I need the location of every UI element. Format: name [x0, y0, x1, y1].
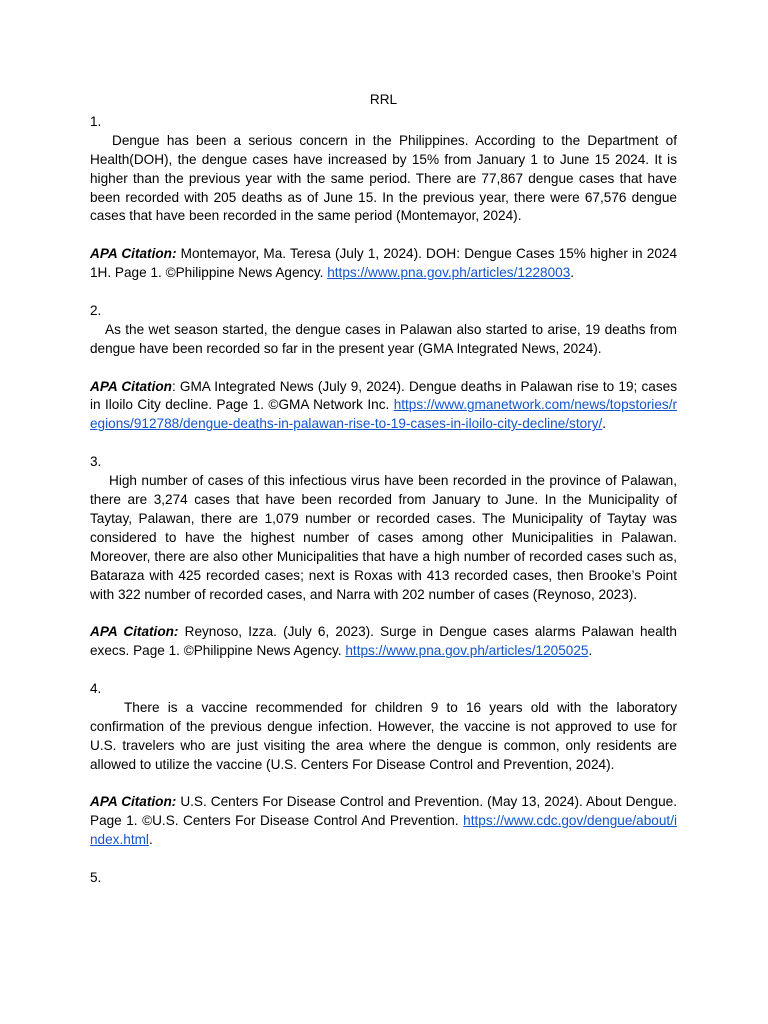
- entry-3: [90, 453, 677, 661]
- citation-link[interactable]: https://www.cdc.gov/dengue/about/index.html: [90, 813, 677, 848]
- apa-citation: APA Citation: GMA Integrated News (July 9, 2024). Dengue deaths in Palawan rise to 19; cases in Iloilo City decline. Page 1. ©GMA Network Inc. https://www.gmanetwork.com/news/topstories/regions/912788/dengue-deaths-in-palawan-rise-to-19-cases-in-iloilo-city-decline/story/.: [90, 378, 677, 432]
- entry-4: [90, 680, 677, 850]
- apa-citation: APA Citation: Reynoso, Izza. (July 6, 2023). Surge in Dengue cases alarms Palawan health execs. Page 1. ©Philippine News Agency. https://www.pna.gov.ph/articles/1205025.: [90, 624, 677, 659]
- citation-link[interactable]: https://www.gmanetwork.com/news/topstories/regions/912788/dengue-deaths-in-palawan-rise-to-19-cases-in-iloilo-city-decline/story/: [90, 397, 677, 432]
- citation-text: U.S. Centers For Disease Control and Prevention. (May 13, 2024). About Dengue. Page 1. ©U.S. Centers For Disease Control And Prevention.: [90, 794, 677, 829]
- citation-label: APA Citation:: [90, 624, 179, 640]
- document-title: RRL: [369, 92, 398, 107]
- entry-number: 1.: [90, 113, 102, 129]
- citation-text: GMA Integrated News (July 9, 2024). Dengue deaths in Palawan rise to 19; cases in Iloilo City decline. Page 1. ©GMA Network Inc.: [90, 378, 677, 413]
- entry-summary: High number of cases of this infectious virus have been recorded in the province of Palawan, there are 3,274 cases that have been recorded from January to June. In the Municipality of Taytay, Palawan, there are 1,079 number or recorded cases. The Municipality of Taytay was considered to have the highest number of cases among other Municipalities in Palawan. Moreover, there are also other Municipalities that have a high number of recorded cases such as, Bataraza with 425 recorded cases; next is Roxas with 413 recorded cases, then Brooke’s Point with 322 number of recorded cases, and Narra with 202 number of cases (Reynoso, 2023).: [90, 473, 677, 602]
- apa-citation: APA Citation: U.S. Centers For Disease Control and Prevention. (May 13, 2024). About Dengue. Page 1. ©U.S. Centers For Disease Control And Prevention. https://www.cdc.gov/dengue/about/index.html.: [90, 794, 677, 848]
- entry-2: [90, 302, 677, 434]
- document-page: [90, 91, 677, 888]
- entry-summary: There is a vaccine recommended for children 9 to 16 years old with the laboratory confirmation of the previous dengue infection. However, the vaccine is not approved to use for U.S. travelers who are just visiting the area where the dengue is common, only residents are allowed to utilize the vaccine (U.S. Centers For Disease Control and Prevention, 2024).: [90, 699, 677, 772]
- entry-1: [90, 113, 677, 283]
- citation-label: APA Citation:: [90, 246, 177, 262]
- citation-label: APA Citation:: [90, 794, 177, 810]
- entry-number: 2.: [90, 302, 102, 318]
- citation-link[interactable]: https://www.pna.gov.ph/articles/1205025: [345, 643, 589, 659]
- entry-number: 3.: [90, 454, 102, 470]
- entry-summary: Dengue has been a serious concern in the Philippines. According to the Department of Health(DOH), the dengue cases have increased by 15% from January 1 to June 15 2024. It is higher than the previous year with the same period. There are 77,867 dengue cases that have been recorded with 205 deaths as of June 15. In the previous year, there were 67,576 dengue cases that have been recorded in the same period (Montemayor, 2024).: [90, 132, 677, 224]
- entry-number-5: 5.: [90, 870, 102, 886]
- citation-text: Montemayor, Ma. Teresa (July 1, 2024). DOH: Dengue Cases 15% higher in 2024 1H. Page 1. ©Philippine News Agency.: [90, 246, 677, 281]
- entry-number: 4.: [90, 681, 102, 696]
- citation-link[interactable]: https://www.pna.gov.ph/articles/1228003: [327, 265, 571, 281]
- citation-label: APA Citation: [90, 378, 172, 394]
- citation-text: Reynoso, Izza. (July 6, 2023). Surge in Dengue cases alarms Palawan health execs. Page 1. ©Philippine News Agency.: [90, 624, 677, 659]
- apa-citation: APA Citation: Montemayor, Ma. Teresa (July 1, 2024). DOH: Dengue Cases 15% higher in 2024 1H. Page 1. ©Philippine News Agency. https://www.pna.gov.ph/articles/1228003.: [90, 246, 677, 281]
- entry-summary: As the wet season started, the dengue cases in Palawan also started to arise, 19 deaths from dengue have been recorded so far in the present year (GMA Integrated News, 2024).: [90, 321, 677, 356]
